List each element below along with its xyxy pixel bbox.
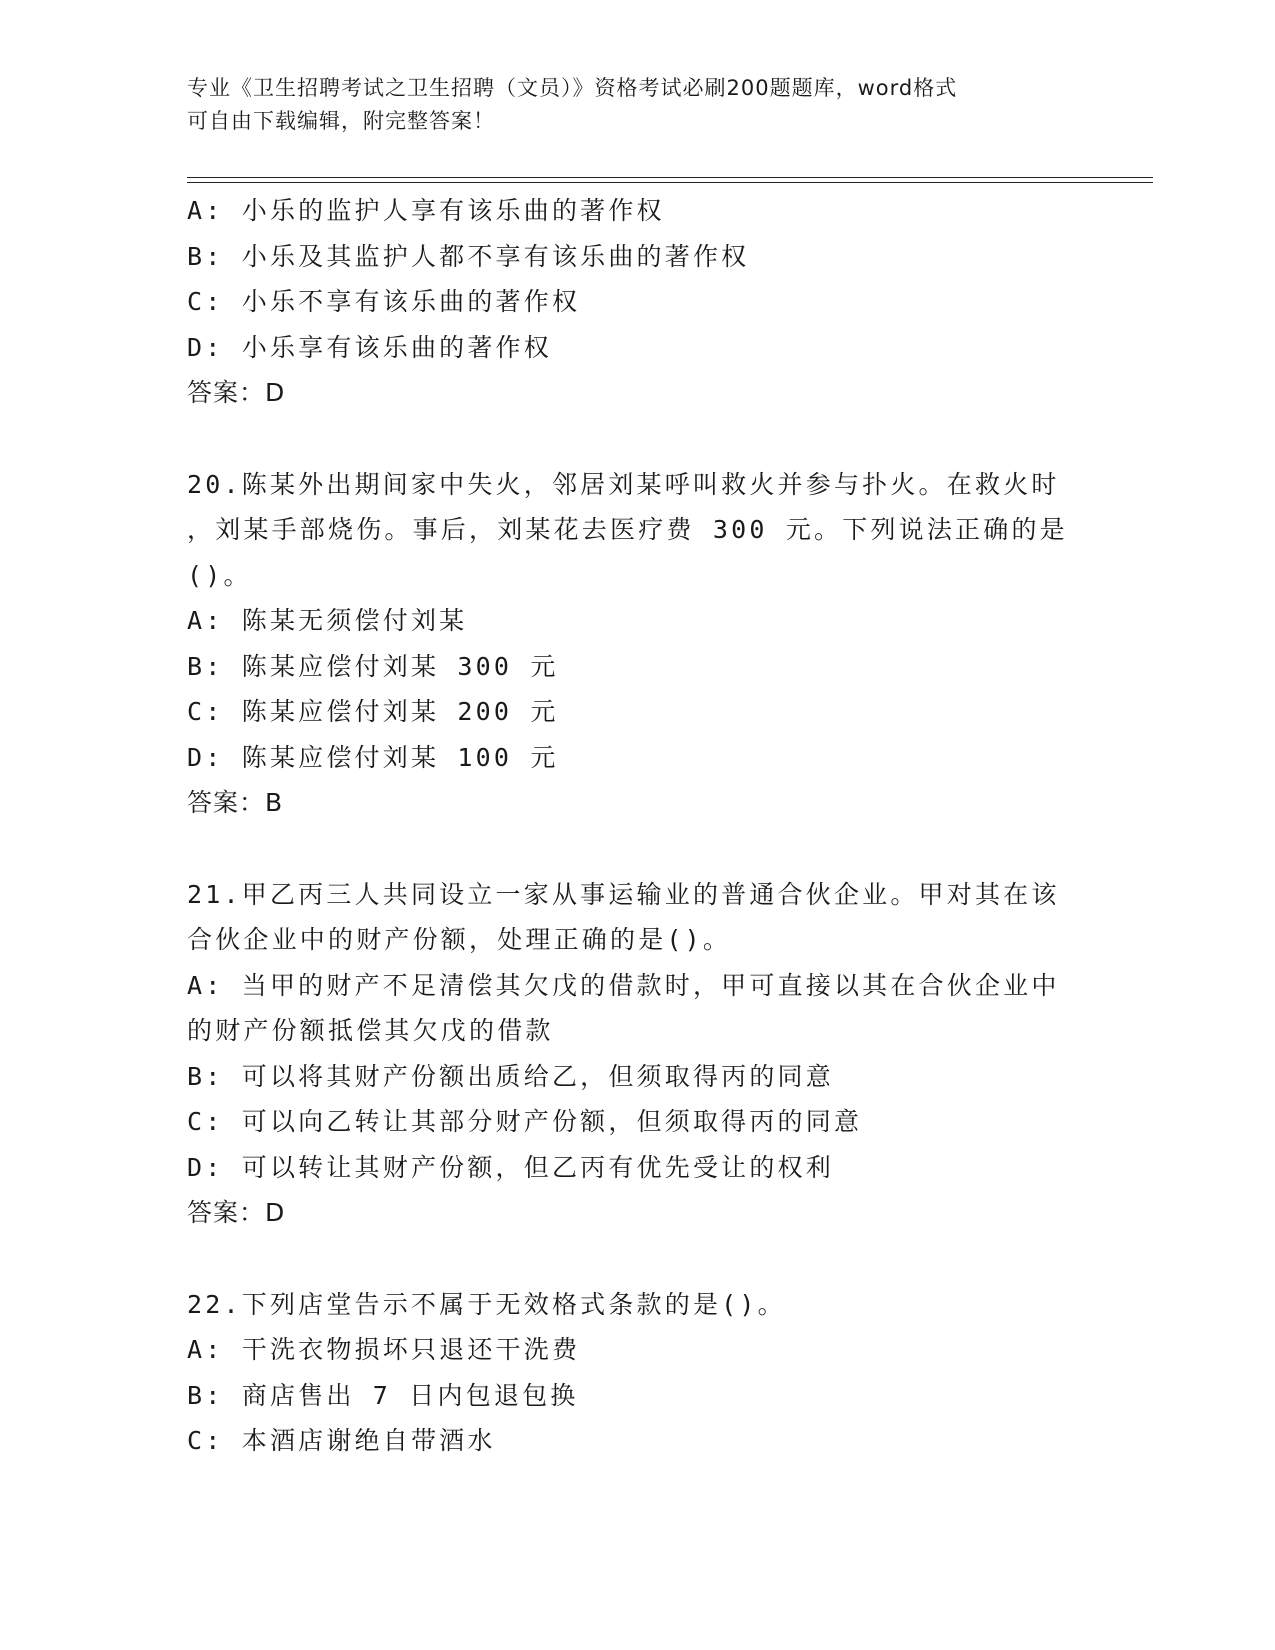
answer-line: 答案：D [187,378,286,407]
option-line: C: 本酒店谢绝自带酒水 [187,1426,496,1455]
option-line: C: 小乐不享有该乐曲的著作权 [187,287,581,316]
question-block [187,872,1087,1236]
answer-line: 答案：D [187,1198,286,1227]
option-line: B: 小乐及其监护人都不享有该乐曲的著作权 [187,241,750,271]
header-rule-top [187,177,1153,178]
question-text-line: 20.陈某外出期间家中失火，邻居刘某呼叫救火并参与扑火。在救火时 [187,469,1060,499]
header-rule-bottom [187,182,1153,183]
option-line: C: 可以向乙转让其部分财产份额，但须取得丙的同意 [187,1107,863,1136]
option-line: B: 商店售出 7 日内包退包换 [187,1380,579,1410]
option-line: B: 陈某应偿付刘某 300 元 [187,651,559,681]
block-gap [187,826,1087,872]
option-line: A: 当甲的财产不足清偿其欠戊的借款时，甲可直接以其在合伙企业中 [187,970,1060,1000]
question-text-line: ()。 [187,560,252,590]
document-body [187,188,1087,1464]
option-line: 的财产份额抵偿其欠戊的借款 [187,1016,554,1045]
block-gap [187,1236,1087,1282]
block-gap [187,416,1087,462]
document-header: 专业《卫生招聘考试之卫生招聘（文员）》资格考试必刷200题题库，word格式 可自由下载编辑，附完整答案！ [187,76,958,133]
option-line: D: 可以转让其财产份额，但乙丙有优先受让的权利 [187,1152,834,1182]
option-line: B: 可以将其财产份额出质给乙，但须取得丙的同意 [187,1061,834,1091]
question-text-line: ，刘某手部烧伤。事后，刘某花去医疗费 300 元。下列说法正确的是 [187,515,1068,544]
option-line: A: 干洗衣物损坏只退还干洗费 [187,1335,581,1364]
option-line: D: 小乐享有该乐曲的著作权 [187,332,552,362]
question-text-line: 21.甲乙丙三人共同设立一家从事运输业的普通合伙企业。甲对其在该 [187,879,1060,909]
question-text-line: 22.下列店堂告示不属于无效格式条款的是()。 [187,1289,786,1319]
option-line: C: 陈某应偿付刘某 200 元 [187,697,559,726]
option-line: D: 陈某应偿付刘某 100 元 [187,742,559,772]
question-block [187,462,1087,826]
question-block [187,1282,1087,1464]
answer-line: 答案：B [187,788,284,817]
question-text-line: 合伙企业中的财产份额，处理正确的是()。 [187,925,732,954]
question-block [187,188,1087,416]
option-line: A: 小乐的监护人享有该乐曲的著作权 [187,196,665,225]
document-page [187,0,1147,1650]
option-line: A: 陈某无须偿付刘某 [187,606,468,635]
